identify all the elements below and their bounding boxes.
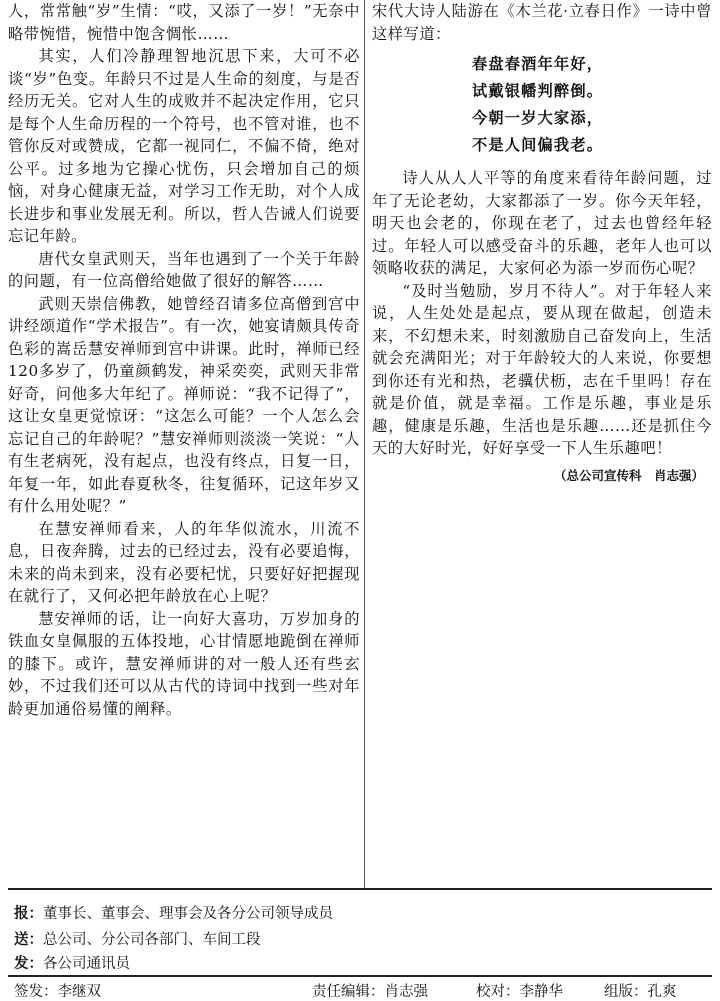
poem-line: 春盘春酒年年好， — [472, 55, 604, 73]
footer-top-rule — [8, 888, 712, 890]
proofreader: 校对：李静华 — [476, 984, 563, 1000]
paragraph: 其实，人们冷静理智地沉思下来，大可不必谈“岁”色变。年龄只不过是人生命的刻度，与是否经历无关。它对人生的成败并不起决定作用，它只是每个人生命历程的一个符号，也不管对谁，也不管你反对或赞成，它都一视同仁，不偏不倚，绝对公平。过多地为它操心忧伤，只会增加自己的烦恼，对身心健康无益，对学习工作无助，对个人成长进步和事业发展无利。所以，哲人告诫人们说要忘记年龄。 — [8, 47, 360, 245]
paragraph: 人，常常触“岁”生情：“哎，又添了一岁！”无奈中略带惋惜，惋惜中饱含惆怅…… — [8, 2, 360, 43]
paragraph: “及时当勉励，岁月不待人”。对于年轻人来说，人生处处是起点，要从现在做起，创造未来，不幻想未来，时刻激励自己奋发向上，生活就会充满阳光；对于年龄较大的人来说，你要想到你还有光和热，老骥伏枥，志在千里吗！存在就是价值，就是幸福。工作是乐趣，事业是乐趣，健康是乐趣，生活也是乐趣……还是抓住今天的大好时光，好好享受一下人生乐趣吧！ — [372, 281, 712, 457]
paragraph: 慧安禅师的话，让一向好大喜功，万岁加身的铁血女皇佩服的五体投地，心甘情愿地跪倒在禅师的膝下。或许，慧安禅师讲的对一般人还有些玄妙，不过我们还可以从古代的诗词中找到一些对年龄更加通俗易懂的阐释。 — [8, 609, 360, 718]
footer-row-song — [14, 928, 261, 949]
song-label: 送： — [14, 932, 43, 948]
footer-bottom-rule — [8, 975, 712, 977]
poem-line: 不是人间偏我老。 — [472, 136, 604, 154]
footer-row-bao — [14, 902, 333, 923]
footer-row-fa — [14, 952, 130, 973]
fa-label: 发： — [14, 956, 43, 972]
paragraph: 武则天崇信佛教，她曾经召请多位高僧到宫中讲经颂道作“学术报告”。有一次，她宴请颇具传奇色彩的嵩岳慧安禅师到宫中讲课。此时，禅师已经120多岁了，仍童颜鹤发，神采奕奕，武则天非常好奇，问他多大年纪了。禅师说：“我不记得了”，这让女皇更觉惊讶：“这怎么可能？一个人怎么会忘记自己的年龄呢？”慧安禅师则淡淡一笑说：“人有生老病死，没有起点，也没有终点，日复一日，年复一年，如此春夏秋冬，往复循环，记这年岁又有什么用处呢？” — [8, 294, 360, 515]
left-column — [8, 0, 360, 720]
poem-line: 今朝一岁大家添， — [472, 109, 604, 127]
bao-value: 董事长、董事会、理事会及各分公司领导成员 — [43, 906, 333, 922]
fa-value: 各公司通讯员 — [43, 956, 130, 972]
poem-intro: 宋代大诗人陆游在《木兰花·立春日作》一诗中曾这样写道： — [372, 2, 712, 43]
author-signature: （总公司宣传科 肖志强） — [553, 467, 704, 483]
responsible-editor: 责任编辑：肖志强 — [312, 984, 428, 1000]
bao-label: 报： — [14, 906, 43, 922]
distribution-footer — [0, 888, 720, 1000]
right-column — [372, 0, 712, 484]
paragraph: 诗人从人人平等的角度来看待年龄问题，过年了无论老幼，大家都添了一岁。你今天年轻，明天也会老的，你现在老了，过去也曾经年轻过。年轻人可以感受奋斗的乐趣，老年人也可以领略收获的满足，大家何必为添一岁而伤心呢？ — [372, 169, 712, 277]
paragraph: 在慧安禅师看来，人的年华似流水，川流不息，日夜奔腾，过去的已经过去，没有必要追悔，未来的尚未到来，没有必要杞忧，只要好好把握现在就行了，又何必把年龄放在心上呢？ — [8, 519, 360, 605]
column-divider — [364, 0, 365, 888]
typesetter: 组版：孔爽 — [604, 984, 677, 1000]
qianfa: 签发：李继双 — [14, 984, 101, 1000]
poem-line: 试戴银幡判醉倒。 — [472, 82, 604, 100]
poem — [472, 51, 712, 159]
paragraph: 唐代女皇武则天，当年也遇到了一个关于年龄的问题，有一位高僧给她做了很好的解答…… — [8, 249, 360, 290]
song-value: 总公司、分公司各部门、车间工段 — [43, 932, 261, 948]
